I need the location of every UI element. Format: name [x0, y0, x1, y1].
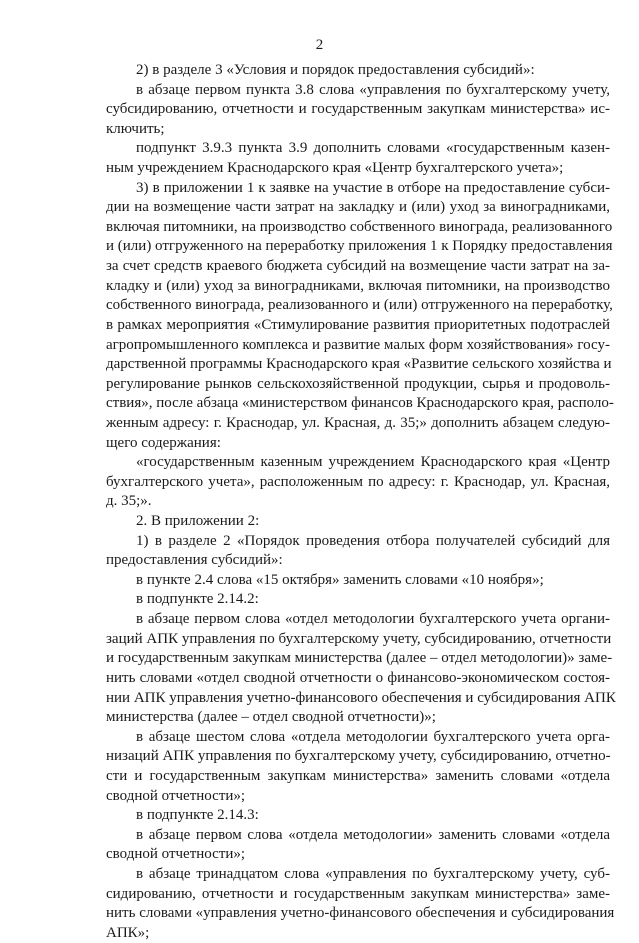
text-line: в рамках мероприятия «Стимулирование развития приоритетных подотраслей [106, 316, 610, 333]
text-line: 3) в приложении 1 к заявке на участие в отборе на предоставление субси- [136, 179, 610, 196]
text-line: 2) в разделе 3 «Условия и порядок предоставления субсидий»: [136, 62, 535, 78]
text-line: сти и государственным закупкам министерства» заменить словами «отдела [106, 767, 610, 784]
text-line: бухгалтерского учета», расположенным по адресу: г. Краснодар, ул. Красная, [106, 473, 610, 490]
text-line: сидированию, отчетности и государственным закупкам министерства» заме- [106, 885, 610, 902]
text-line: «государственным казенным учреждением Краснодарского края «Центр [136, 454, 610, 471]
text-line: кладку и (или) уход за виноградниками, включая питомники, на производство [106, 277, 610, 294]
text-line: агропромышленного комплекса и развитие малых форм хозяйствования» госу- [106, 336, 610, 353]
text-line: в абзаце первом пункта 3.8 слова «управления по бухгалтерскому учету, [136, 81, 610, 98]
text-line: сводной отчетности»; [106, 846, 246, 863]
text-line: подпункт 3.9.3 пункта 3.9 дополнить словами «государственным казен- [136, 140, 610, 157]
text-line: за счет средств краевого бюджета субсидий на возмещение части затрат на за- [106, 258, 610, 275]
text-line: в абзаце первом слова «отдел методологии бухгалтерского учета органи- [136, 611, 610, 628]
text-line: нии АПК управления учетно-финансового обеспечения и субсидирования АПК [106, 689, 616, 706]
text-line: нить словами «управления учетно-финансового обеспечения и субсидирования [106, 905, 615, 922]
text-line: сводной отчетности»; [106, 787, 246, 804]
text-line: дии на возмещение части затрат на закладку и (или) уход за виноградниками, [106, 199, 610, 216]
document-body [106, 61, 616, 943]
text-line: дарственной программы Краснодарского края «Развитие сельского хозяйства и [106, 356, 612, 373]
text-line: ключить; [106, 120, 165, 137]
text-line: в абзаце шестом слова «отдела методологии бухгалтерского учета орга- [136, 728, 610, 745]
text-line: субсидированию, отчетности и государственным закупкам министерства» ис- [106, 101, 610, 118]
text-line: заций АПК управления по бухгалтерскому учету, субсидированию, отчетности [106, 630, 612, 647]
text-line: 1) в разделе 2 «Порядок проведения отбора получателей субсидий для [136, 532, 610, 549]
text-line: министерства (далее – отдел сводной отчетности)»; [106, 709, 436, 726]
text-line: предоставления субсидий»: [106, 552, 283, 569]
text-line: в подпункте 2.14.2: [136, 591, 259, 608]
text-line: женным адресу: г. Краснодар, ул. Красная, д. 35;» дополнить абзацем следую- [106, 414, 610, 431]
text-line: ным учреждением Краснодарского края «Центр бухгалтерского учета»; [106, 160, 564, 177]
text-line: АПК»; [106, 924, 150, 941]
text-line: в пункте 2.4 слова «15 октября» заменить словами «10 ноября»; [136, 571, 544, 588]
text-line: и (или) отгруженного на переработку приложения 1 к Порядку предоставления [106, 238, 613, 255]
text-line: низаций АПК управления по бухгалтерскому учету, субсидированию, отчетно- [106, 748, 611, 765]
text-line: ствия», после абзаца «министерством финансов Краснодарского края, располо- [106, 395, 614, 412]
text-line: д. 35;». [106, 493, 152, 510]
text-line: в абзаце тринадцатом слова «управления по бухгалтерскому учету, суб- [136, 865, 610, 882]
text-line: и государственным закупкам министерства (далее – отдел методологии)» заме- [106, 650, 613, 667]
text-line: 2. В приложении 2: [136, 513, 260, 530]
text-line: в абзаце первом слова «отдела методологии» заменить словами «отдела [136, 826, 610, 843]
text-line: в подпункте 2.14.3: [136, 807, 259, 824]
text-line: регулирование рынков сельскохозяйственной продукции, сырья и продоволь- [106, 375, 610, 392]
text-line: щего содержания: [106, 434, 221, 451]
text-line: собственного винограда, реализованного и (или) отгруженного на переработку, [106, 297, 613, 314]
page-number: 2 [315, 37, 324, 53]
text-line: нить словами «отдел сводной отчетности о финансово-экономическом состоя- [106, 669, 610, 686]
text-line: включая питомники, на производство собственного винограда, реализованного [106, 218, 613, 235]
